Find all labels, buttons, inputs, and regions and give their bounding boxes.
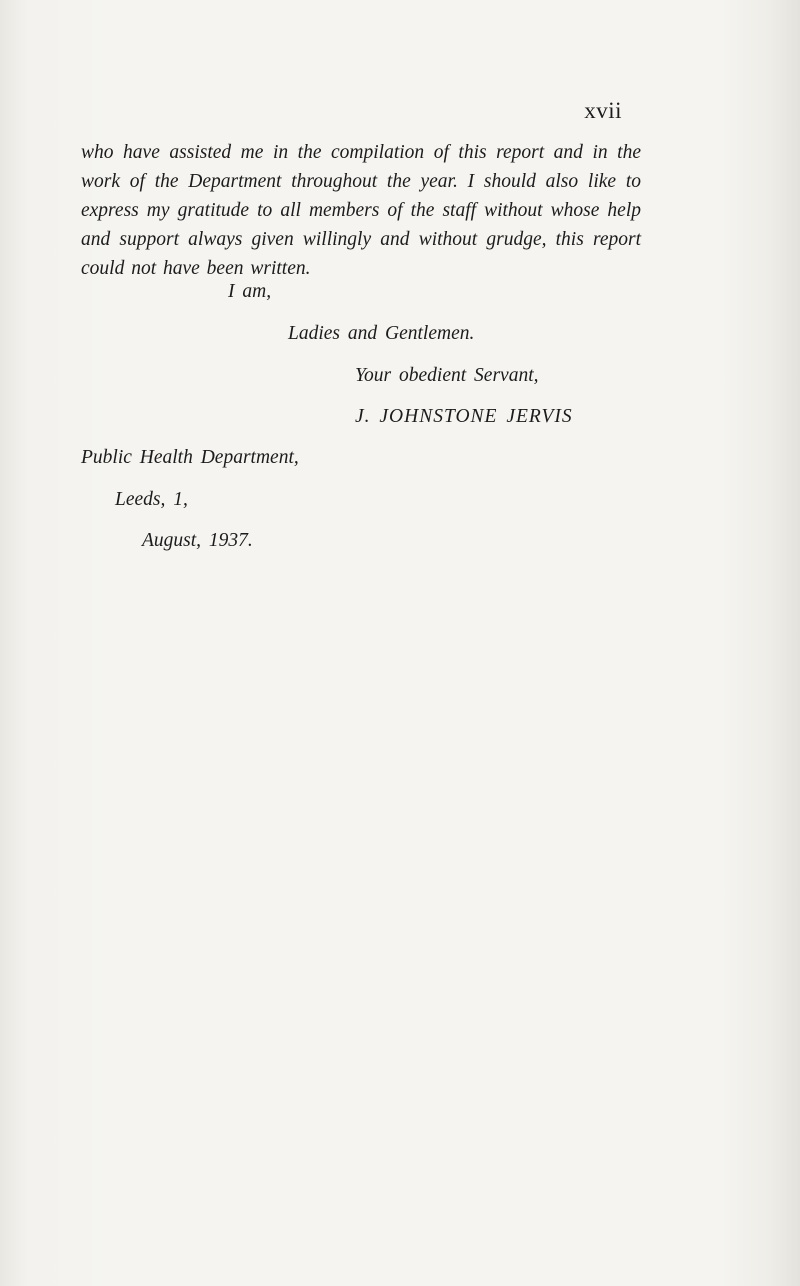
letter-paragraph: who have assisted me in the compilation of this report and in the work of the Department throughout the year. I should also like to express my gratitude to all members of the staff without whose help and support always given willingly and without grudge, this report could not have been written. xyxy=(81,142,641,279)
address-date: August, 1937. xyxy=(142,530,253,551)
address-department: Public Health Department, xyxy=(81,447,299,468)
closing-i-am: I am, xyxy=(228,281,272,302)
signature: J. JOHNSTONE JERVIS xyxy=(355,406,573,427)
page-number: xvii xyxy=(584,98,622,123)
closing-servant: Your obedient Servant, xyxy=(355,365,539,386)
address-city: Leeds, 1, xyxy=(115,489,188,510)
closing-salutation: Ladies and Gentlemen. xyxy=(288,323,475,344)
